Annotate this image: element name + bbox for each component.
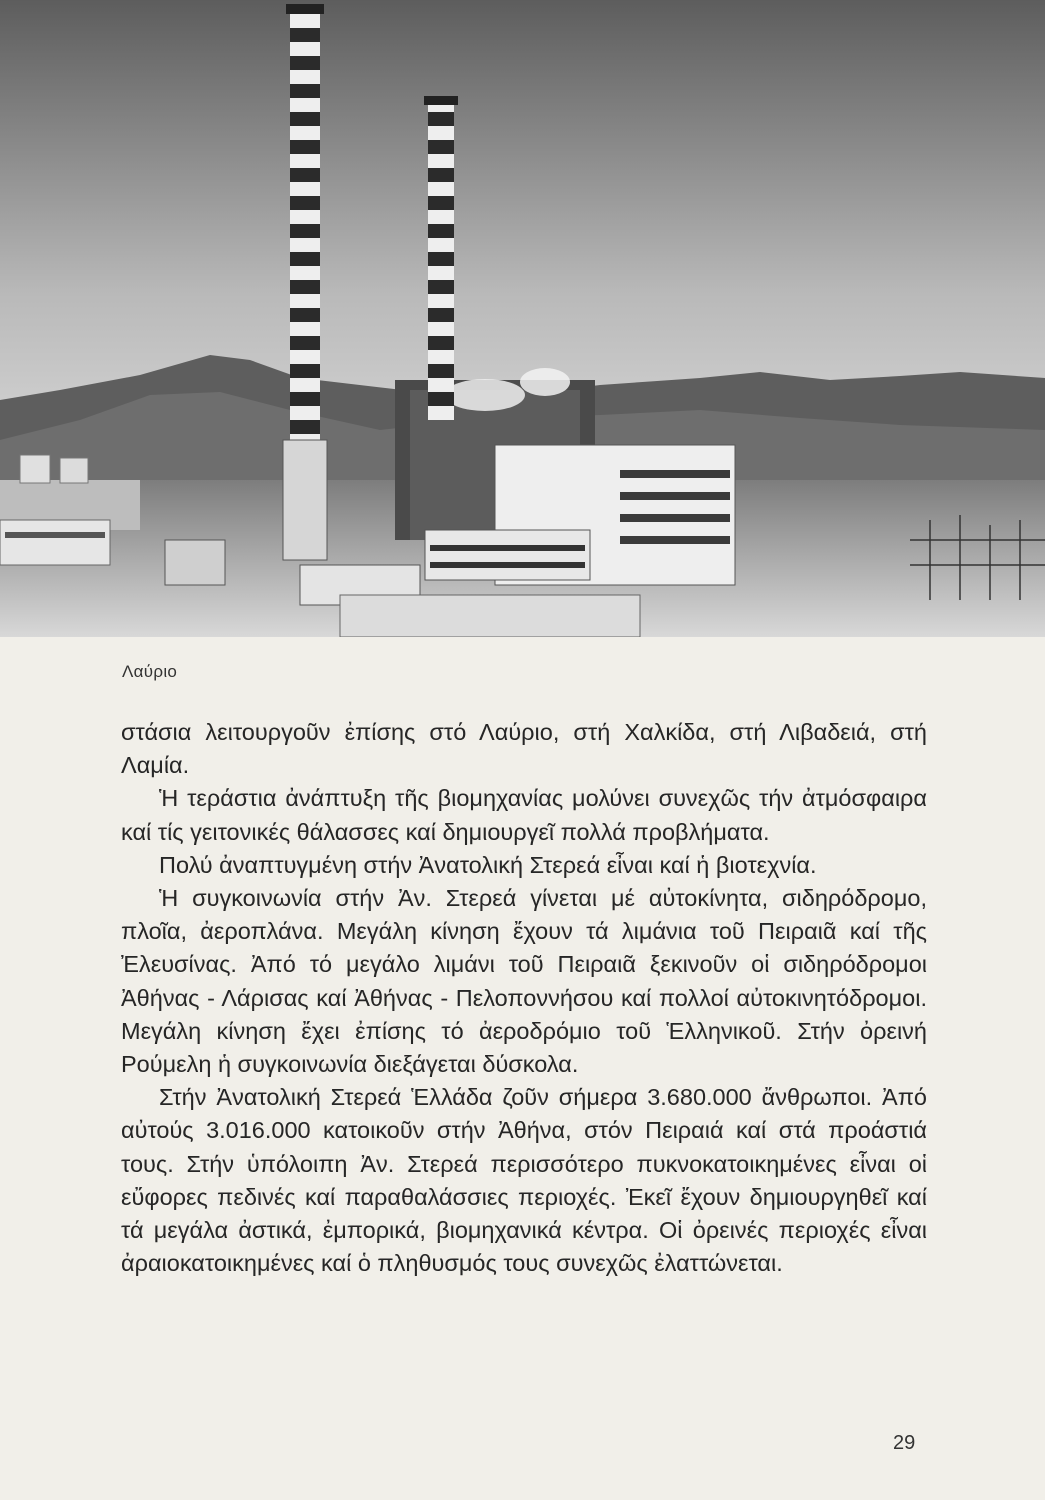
paragraph: Στήν Ἀνατολική Στερεά Ἑλλάδα ζοῦν σήμερα 3.680.000 ἄνθρωποι. Ἀπό αὐτούς 3.016.000 κατοικοῦν στήν Ἀθήνα, στόν Πειραιά καί στά προάστιά τους. Στήν ὑπόλοιπη Ἀν. Στερεά περισσότερο πυκνοκατοικημένες εἶναι οἱ εὔφορες πεδινές καί παραθαλάσσιες περιοχές. Ἐκεῖ ἔχουν δημιουργηθεῖ καί τά μεγάλα ἀστικά, ἐμπορικά, βιομηχανικά κέντρα. Οἱ ὀρεινές περιοχές εἶναι ἀραιοκατοικημένες καί ὁ πληθυσμός τους συνεχῶς ἐλαττώνεται. [121,1084,927,1277]
sky [0,0,1045,420]
paragraph: Πολύ ἀναπτυγμένη στήν Ἀνατολική Στερεά εἶναι καί ἡ βιοτεχνία. [159,851,817,878]
left-building [0,520,110,565]
power-plant-photo [0,0,1045,637]
photo-caption: Λαύριο [122,662,178,681]
paragraph: Ἡ συγκοινωνία στήν Ἀν. Στερεά γίνεται μέ αὐτοκίνητα, σιδηρόδρομο, πλοῖα, ἀεροπλάνα. Μεγάλη κίνηση ἔχουν τά λιμάνια τοῦ Πειραιᾶ καί τῆς Ἐλευσίνας. Ἀπό τό μεγάλο λιμάνι τοῦ Πειραιᾶ ξεκινοῦν οἱ σιδηρόδρομοι Ἀθήνας - Λάρισας καί Ἀθήνας - Πελοποννήσου καί πολλοί αὐτοκινητόδρομοι. Μεγάλη κίνηση ἔχει ἐπίσης τό ἀεροδρόμιο τοῦ Ἑλληνικοῦ. Στήν ὀρεινή Ρούμελη ἡ συγκοινωνία διεξάγεται δύσκολα. [121,885,927,1078]
paragraph: Ἡ τεράστια ἀνάπτυξη τῆς βιομηχανίας μολύνει συνεχῶς τήν ἀτμόσφαιρα καί τίς γειτονικές θάλασσες καί δημιουργεῖ πολλά προβλήματα. [121,785,927,845]
body-text [121,716,927,1280]
page-number: 29 [893,1432,916,1454]
paragraph: στάσια λειτουργοῦν ἐπίσης στό Λαύριο, στή Χαλκίδα, στή Λιβαδειά, στή Λαμία. [121,719,927,779]
chimney-right [428,100,454,420]
